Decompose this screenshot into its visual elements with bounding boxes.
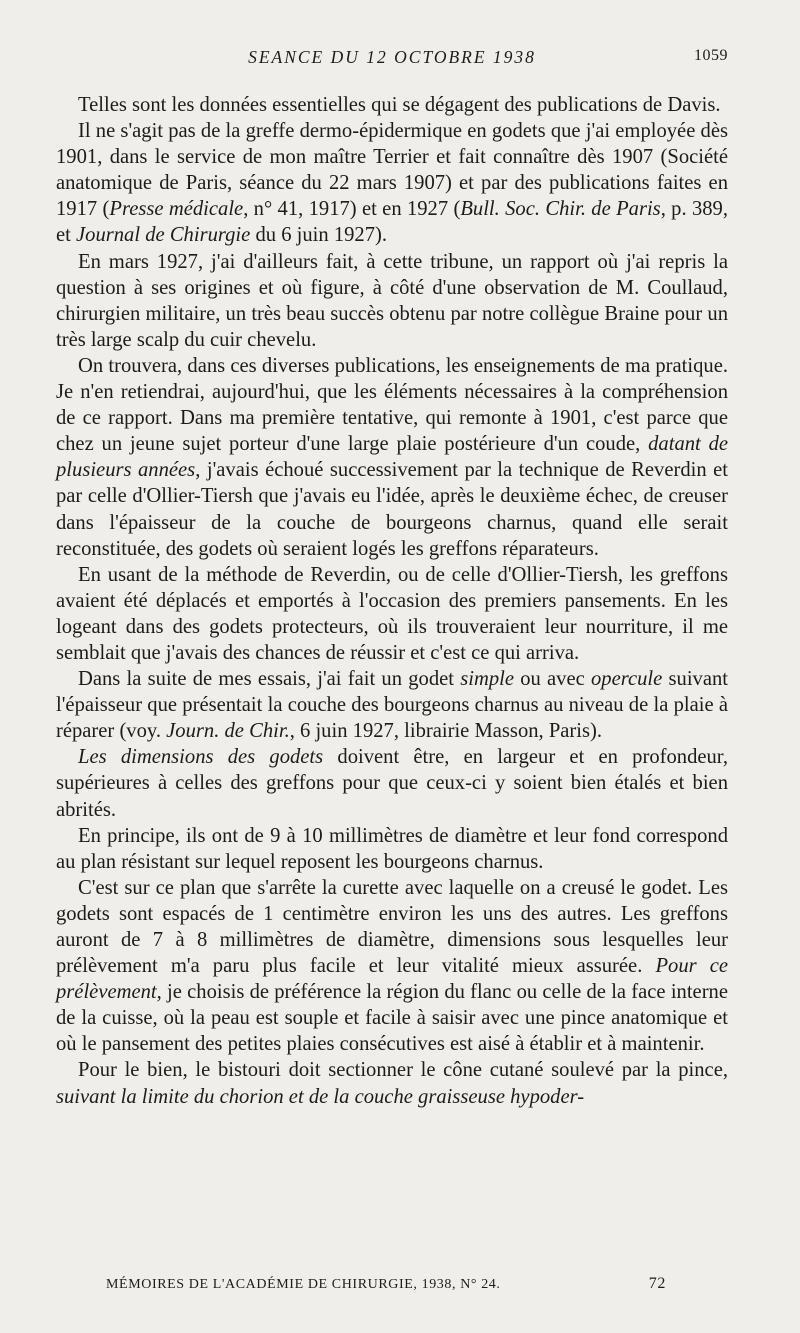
text-run: C'est sur ce plan que s'arrête la curette avec laquelle on a creusé le godet. Les godets sont espacés de 1 centimètre environ les uns des autres. Les greffons auront de 7 à 8 millimètres de diamètre, dimensions sous lesquelles leur prélèvement m'a paru plus facile et leur vitalité mieux assurée. (56, 876, 728, 978)
italic-text: Presse médicale (109, 198, 244, 221)
sheet-number: 72 (648, 1275, 666, 1292)
italic-text: Pour ce prélèvement (56, 955, 728, 1004)
paragraph (56, 92, 728, 118)
text-run: Il ne s'agit pas de la greffe dermo-épidermique en godets que j'ai employée dès 1901, dans le service de mon maître Terrier et fait connaître dès 1907 (Société anatomique de Paris, séance du 22 mars 1907) et par des publications faites en 1917 ( (56, 120, 728, 221)
text-run: ou avec (514, 668, 591, 691)
italic-text: simple (460, 668, 514, 691)
text-run: doivent être, en largeur et en profondeur, supérieures à celles des greffons pour que ceux-ci y soient bien étalés et bien abrités. (56, 746, 728, 821)
italic-text: Journ. de Chir. (166, 720, 290, 743)
paragraph (56, 823, 728, 875)
italic-text: Bull. Soc. Chir. de Paris (460, 198, 661, 221)
text-run: Dans la suite de mes essais, j'ai fait un godet (78, 668, 461, 691)
italic-text: datant de plusieurs années (56, 433, 729, 482)
paragraph (56, 1057, 728, 1109)
page-number: 1059 (694, 47, 728, 64)
article-body (56, 92, 728, 1110)
italic-text: opercule (591, 668, 663, 691)
text-run: En principe, ils ont de 9 à 10 millimètres de diamètre et leur fond correspond au plan résistant sur lequel reposent les bourgeons charnus. (56, 824, 728, 873)
italic-text: suivant la limite du chorion et de la couche graisseuse hypoder- (56, 1085, 585, 1108)
journal-citation: MÉMOIRES DE L'ACADÉMIE DE CHIRURGIE, 1938, N° 24. (106, 1277, 501, 1292)
text-run: Pour le bien, le bistouri doit sectionner le cône cutané soulevé par la pince, (78, 1059, 728, 1082)
text-run: , n° 41, 1917) et en 1927 ( (243, 198, 461, 221)
paragraph (56, 353, 728, 562)
text-run: En usant de la méthode de Reverdin, ou de celle d'Ollier-Tiersh, les greffons avaient été déplacés et emportés à l'occasion des premiers pansements. En les logeant dans des godets protecteurs, où ils trouveraient leur nourriture, il me semblait que j'avais des chances de réussir et c'est ce qui arriva. (56, 563, 728, 664)
text-run: , j'avais échoué successivement par la technique de Reverdin et par celle d'Ollier-Tiersh que j'avais eu l'idée, après le deuxième échec, de creuser dans l'épaisseur de la couche de bourgeons charnus, quand elle serait reconstituée, des godets où seraient logés les greffons réparateurs. (56, 459, 728, 560)
paragraph (56, 875, 728, 1058)
italic-text: Les dimensions des godets (78, 746, 324, 769)
text-run: En mars 1927, j'ai d'ailleurs fait, à cette tribune, un rapport où j'ai repris la question à ses origines et où figure, à côté d'une observation de M. Coullaud, chirurgien militaire, un très beau succès obtenu par notre collègue Braine pour un très large scalp du cuir chevelu. (56, 250, 728, 351)
text-run: , p. 389, et (56, 198, 728, 247)
text-run: suivant l'épaisseur que présentait la couche des bourgeons charnus au niveau de la plaie à réparer (voy. (56, 668, 729, 743)
text-run: , 6 juin 1927, librairie Masson, Paris). (289, 720, 603, 743)
paragraph (56, 118, 728, 248)
running-header (56, 47, 728, 73)
text-run: On trouvera, dans ces diverses publications, les enseignements de ma pratique. Je n'en retiendrai, aujourd'hui, que les éléments nécessaires à la compréhension de ce rapport. Dans ma première tentative, qui remonte à 1901, c'est parce que chez un jeune sujet porteur d'une large plaie postérieure d'un coude, (56, 354, 728, 456)
paragraph (56, 666, 728, 744)
text-run: , je choisis de préférence la région du flanc ou celle de la face interne de la cuisse, où la peau est souple et facile à saisir avec une pince anatomique et où le pansement des petites plaies consécutives est aisé à établir et à maintenir. (56, 981, 728, 1056)
paragraph (56, 249, 728, 353)
running-title: SEANCE DU 12 OCTOBRE 1938 (248, 47, 536, 67)
page-footer (106, 1275, 666, 1299)
paragraph (56, 562, 728, 666)
text-run: du 6 juin 1927). (250, 224, 388, 247)
italic-text: Journal de Chirurgie (76, 224, 251, 247)
paragraph (56, 744, 728, 822)
text-run: Telles sont les données essentielles qui se dégagent des publications de Davis. (78, 94, 721, 116)
